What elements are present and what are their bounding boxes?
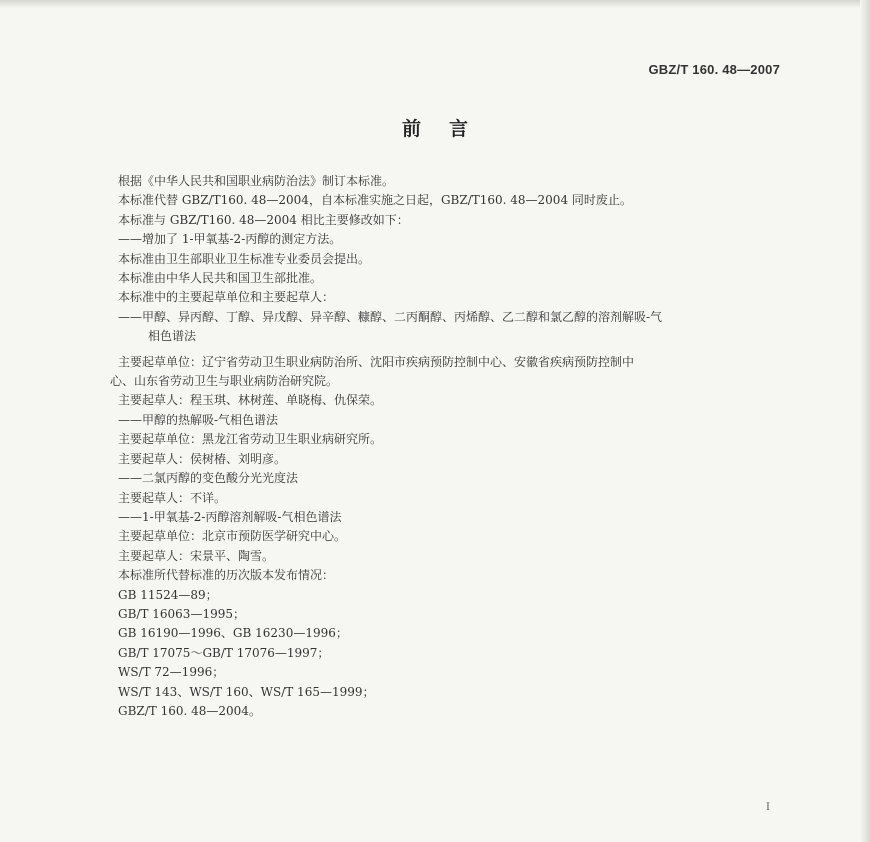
paragraph-line: 主要起草单位：辽宁省劳动卫生职业病防治所、沈阳市疾病预防控制中心、安徽省疾病预防控制中 [118, 354, 635, 369]
paragraph-line: 本标准由中华人民共和国卫生部批准。 [118, 271, 323, 286]
paragraph-line: 主要起草单位：北京市预防医学研究中心。 [118, 529, 347, 544]
paragraph-line: 主要起草人：宋景平、陶雪。 [118, 548, 275, 563]
paragraph-line: 本标准所代替标准的历次版本发布情况： [118, 568, 335, 583]
paragraph-line: 主要起草人：侯树椿、刘明彦。 [118, 451, 287, 466]
paragraph-line: GB 16190—1996、GB 16230—1996； [118, 626, 348, 641]
paragraph-line: ——甲醇的热解吸-气相色谱法 [118, 412, 279, 427]
paragraph-line: GB 11524—89； [118, 587, 218, 602]
paragraph-line: GBZ/T 160. 48—2004。 [118, 703, 261, 718]
paragraph-line: WS/T 143、WS/T 160、WS/T 165—1999； [118, 684, 375, 699]
paragraph-line: GB/T 16063—1995； [118, 606, 245, 621]
page-number: I [766, 802, 770, 813]
paragraph-line: ——1-甲氧基-2-丙醇溶剂解吸-气相色谱法 [118, 509, 342, 524]
page-title: 前言 [401, 118, 496, 140]
paragraph-line: 本标准与 GBZ/T160. 48—2004 相比主要修改如下： [118, 212, 409, 227]
scan-edge-top [0, 0, 870, 8]
foreword-body [110, 172, 800, 721]
paragraph-line: 心、山东省劳动卫生与职业病防治研究院。 [110, 374, 339, 389]
paragraph-line: 本标准由卫生部职业卫生标准专业委员会提出。 [118, 251, 371, 266]
paragraph-line: ——二氯丙醇的变色酸分光光度法 [118, 471, 299, 486]
paragraph-line: 主要起草人：程玉琪、林树莲、单晓梅、仇保荣。 [118, 393, 383, 408]
paragraph-line: 相色谱法 [148, 329, 197, 344]
paragraph-line: 本标准中的主要起草单位和主要起草人： [118, 290, 335, 305]
paragraph-line: WS/T 72—1996； [118, 665, 225, 680]
paragraph-line: ——增加了 1-甲氧基-2-丙醇的测定方法。 [118, 232, 342, 247]
paragraph-line: GB/T 17075～GB/T 17076—1997； [118, 645, 330, 660]
standard-code: GBZ/T 160. 48—2007 [648, 62, 780, 77]
paragraph-line: 根据《中华人民共和国职业病防治法》制订本标准。 [118, 174, 395, 188]
paragraph-line: 主要起草单位：黑龙江省劳动卫生职业病研究所。 [118, 432, 383, 447]
paragraph-line: ——甲醇、异丙醇、丁醇、异戊醇、异辛醇、糠醇、二丙酮醇、丙烯醇、乙二醇和氯乙醇的溶剂解吸-气 [118, 309, 663, 324]
paragraph-line: 主要起草人：不详。 [118, 490, 227, 505]
paragraph-line: 本标准代替 GBZ/T160. 48—2004，自本标准实施之日起，GBZ/T160. 48—2004 同时废止。 [118, 193, 632, 208]
